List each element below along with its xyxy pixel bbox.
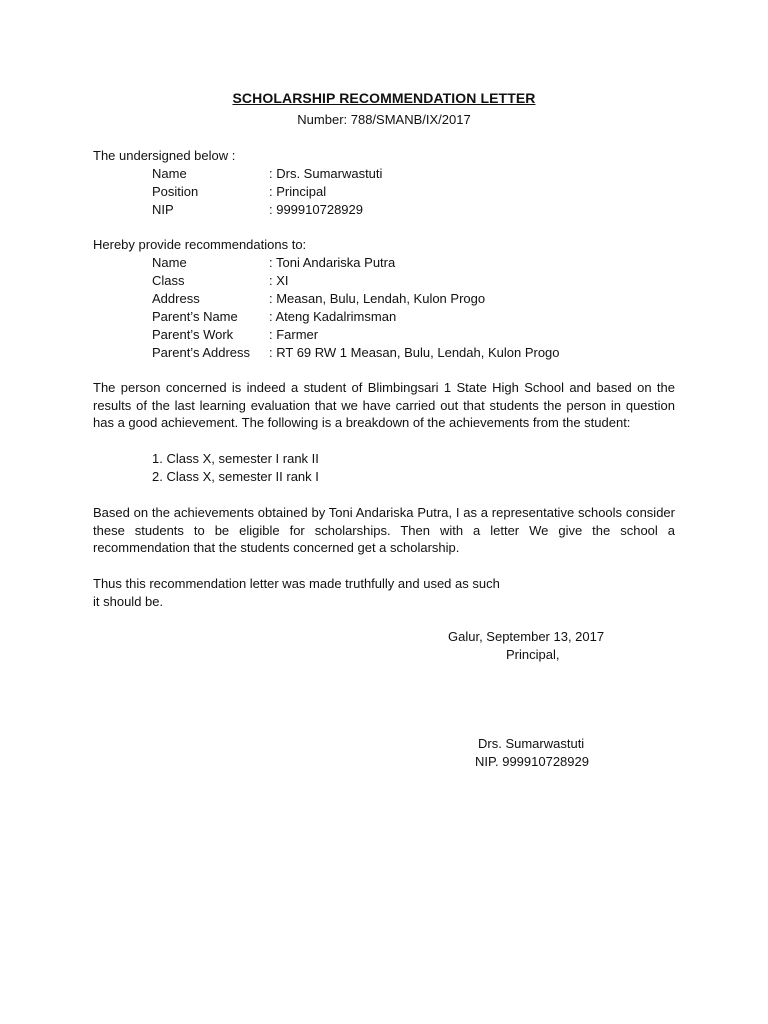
field-value: : Principal	[269, 184, 327, 199]
place-date: Galur, September 13, 2017	[448, 629, 605, 644]
undersigned-row-position	[152, 183, 326, 201]
student-row-parent-work	[152, 326, 318, 344]
signer-nip: NIP. 999910728929	[475, 754, 589, 769]
field-label: Position	[152, 184, 199, 199]
field-label: Address	[152, 291, 200, 306]
closing-line-2: it should be.	[93, 594, 164, 609]
field-label: Parent’s Work	[152, 327, 234, 342]
recommend-intro: Hereby provide recommendations to:	[93, 237, 307, 252]
body-paragraph-2: Based on the achievements obtained by Toni Andariska Putra, I as a representative schools consider these students to be eligible for scholarships. Then with a letter We give the school a recommendation that the students concerned get a scholarship.	[93, 505, 675, 556]
field-value: : 999910728929	[269, 202, 363, 217]
student-row-class	[152, 272, 289, 290]
field-value: : Farmer	[269, 327, 319, 342]
field-value: : Drs. Sumarwastuti	[269, 166, 383, 181]
field-label: Name	[152, 255, 187, 270]
field-label: Name	[152, 166, 187, 181]
field-value: : Measan, Bulu, Lendah, Kulon Progo	[269, 291, 486, 306]
body-paragraph-1: The person concerned is indeed a student of Blimbingsari 1 State High School and based on the results of the last learning evaluation that we have carried out that students the person in question has a good achievement. The following is a breakdown of the achievements from the student:	[93, 380, 675, 431]
field-label: NIP	[152, 202, 174, 217]
field-label: Parent’s Address	[152, 345, 251, 360]
achievement-item: 2. Class X, semester II rank I	[152, 469, 319, 484]
student-row-parent-address	[152, 344, 560, 362]
field-value: : XI	[269, 273, 289, 288]
undersigned-row-name	[152, 165, 382, 183]
closing-line-1: Thus this recommendation letter was made truthfully and used as such	[93, 576, 500, 591]
field-value: : Toni Andariska Putra	[269, 255, 396, 270]
field-value: : RT 69 RW 1 Measan, Bulu, Lendah, Kulon Progo	[269, 345, 560, 360]
letter-title: SCHOLARSHIP RECOMMENDATION LETTER	[232, 90, 536, 106]
achievement-item: 1. Class X, semester I rank II	[152, 451, 319, 466]
field-value: : Ateng Kadalrimsman	[269, 309, 397, 324]
field-label: Parent’s Name	[152, 309, 238, 324]
undersigned-row-nip	[152, 201, 363, 219]
student-row-address	[152, 290, 485, 308]
signer-name: Drs. Sumarwastuti	[478, 736, 585, 751]
signer-title: Principal,	[506, 647, 560, 662]
letter-number: Number: 788/SMANB/IX/2017	[297, 112, 471, 127]
student-row-parent-name	[152, 308, 396, 326]
student-row-name	[152, 254, 395, 272]
field-label: Class	[152, 273, 185, 288]
undersigned-intro: The undersigned below :	[93, 148, 236, 163]
